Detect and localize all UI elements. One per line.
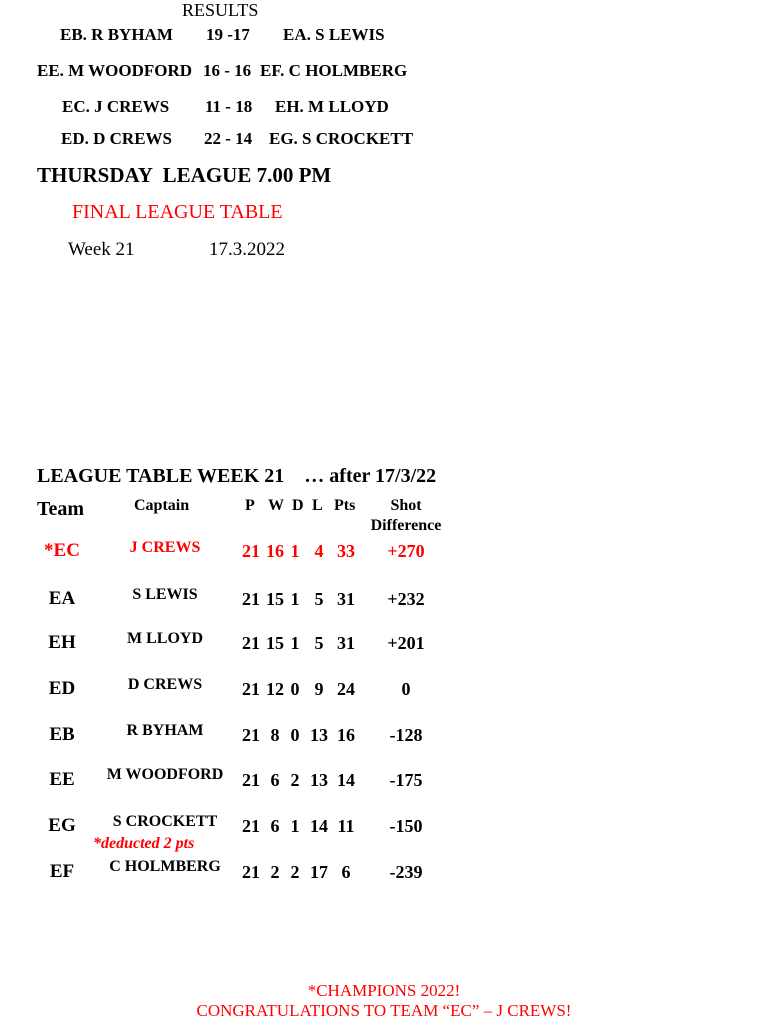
result-away: EG. S CROCKETT — [269, 129, 414, 148]
result-home: EC. J CREWS — [62, 97, 170, 116]
row-shot: -150 — [389, 816, 423, 836]
row-captain: S CROCKETT — [112, 813, 218, 830]
row-shot: +232 — [387, 589, 425, 609]
row-captain: M WOODFORD — [106, 766, 224, 783]
result-score: 19 -17 — [206, 25, 250, 44]
row-w: 16 — [266, 541, 284, 561]
champions-line: *CHAMPIONS 2022! — [307, 981, 461, 1000]
result-away: EF. C HOLMBERG — [260, 61, 408, 80]
row-p: 21 — [242, 770, 260, 790]
row-w: 8 — [270, 725, 280, 745]
row-shot: -175 — [389, 770, 423, 790]
row-captain: M LLOYD — [127, 630, 203, 647]
row-shot: -128 — [389, 725, 423, 745]
row-p: 21 — [242, 679, 260, 699]
row-team: EE — [49, 769, 75, 790]
row-shot: +201 — [387, 633, 425, 653]
row-team: *EC — [44, 540, 80, 561]
result-home: EE. M WOODFORD — [37, 61, 193, 80]
result-score: 11 - 18 — [205, 97, 253, 116]
col-shot-line2: Difference — [370, 517, 442, 534]
row-pts: 11 — [337, 816, 355, 836]
row-l: 13 — [310, 770, 328, 790]
col-l: L — [312, 497, 323, 514]
table-heading: LEAGUE TABLE WEEK 21 … after 17/3/22 — [37, 465, 437, 487]
week-label: Week 21 — [68, 239, 135, 260]
row-l: 9 — [314, 679, 324, 699]
row-w: 6 — [270, 770, 280, 790]
row-p: 21 — [242, 633, 260, 653]
row-team: EG — [48, 815, 76, 836]
row-captain: R BYHAM — [126, 722, 204, 739]
row-pts: 16 — [337, 725, 355, 745]
league-subtitle: FINAL LEAGUE TABLE — [72, 201, 283, 223]
result-score: 16 - 16 — [203, 61, 252, 80]
row-w: 2 — [270, 862, 280, 882]
row-d: 2 — [290, 862, 300, 882]
row-captain: J CREWS — [129, 539, 201, 556]
league-title: THURSDAY LEAGUE 7.00 PM — [37, 163, 332, 187]
row-team: EH — [48, 632, 76, 653]
row-w: 15 — [266, 589, 284, 609]
result-score: 22 - 14 — [204, 129, 253, 148]
col-w: W — [268, 497, 284, 514]
row-d: 1 — [290, 633, 300, 653]
row-d: 1 — [290, 541, 300, 561]
col-p: P — [245, 497, 255, 514]
row-p: 21 — [242, 862, 260, 882]
row-l: 17 — [310, 862, 328, 882]
row-pts: 33 — [337, 541, 355, 561]
row-w: 15 — [266, 633, 284, 653]
row-l: 5 — [314, 633, 324, 653]
row-w: 6 — [270, 816, 280, 836]
row-pts: 14 — [337, 770, 355, 790]
row-note: *deducted 2 pts — [93, 835, 195, 852]
row-l: 14 — [310, 816, 328, 836]
week-date: 17.3.2022 — [209, 239, 285, 260]
col-team: Team — [37, 498, 85, 520]
congratulations-line: CONGRATULATIONS TO TEAM “EC” – J CREWS! — [196, 1001, 572, 1020]
results-heading: RESULTS — [182, 0, 259, 20]
col-pts: Pts — [334, 497, 356, 514]
col-d: D — [292, 497, 304, 514]
row-captain: C HOLMBERG — [109, 858, 221, 875]
row-team: EF — [49, 861, 75, 882]
row-captain: D CREWS — [127, 676, 203, 693]
col-shot-line1: Shot — [390, 497, 422, 514]
row-l: 4 — [314, 541, 324, 561]
row-p: 21 — [242, 541, 260, 561]
row-p: 21 — [242, 589, 260, 609]
row-l: 13 — [310, 725, 328, 745]
row-team: EB — [49, 724, 75, 745]
row-pts: 31 — [337, 589, 355, 609]
row-pts: 6 — [341, 862, 351, 882]
result-away: EA. S LEWIS — [283, 25, 385, 44]
row-p: 21 — [242, 725, 260, 745]
row-team: EA — [48, 588, 76, 609]
row-pts: 31 — [337, 633, 355, 653]
row-team: ED — [48, 678, 76, 699]
row-w: 12 — [266, 679, 284, 699]
result-away: EH. M LLOYD — [275, 97, 389, 116]
row-d: 0 — [290, 725, 300, 745]
row-d: 2 — [290, 770, 300, 790]
row-captain: S LEWIS — [132, 586, 198, 603]
result-home: ED. D CREWS — [61, 129, 172, 148]
row-shot: -239 — [389, 862, 423, 882]
row-d: 1 — [290, 816, 300, 836]
row-shot: 0 — [401, 679, 411, 699]
row-l: 5 — [314, 589, 324, 609]
col-captain: Captain — [134, 497, 190, 514]
row-shot: +270 — [387, 541, 425, 561]
row-p: 21 — [242, 816, 260, 836]
row-d: 0 — [290, 679, 300, 699]
row-d: 1 — [290, 589, 300, 609]
row-pts: 24 — [337, 679, 355, 699]
result-home: EB. R BYHAM — [60, 25, 173, 44]
